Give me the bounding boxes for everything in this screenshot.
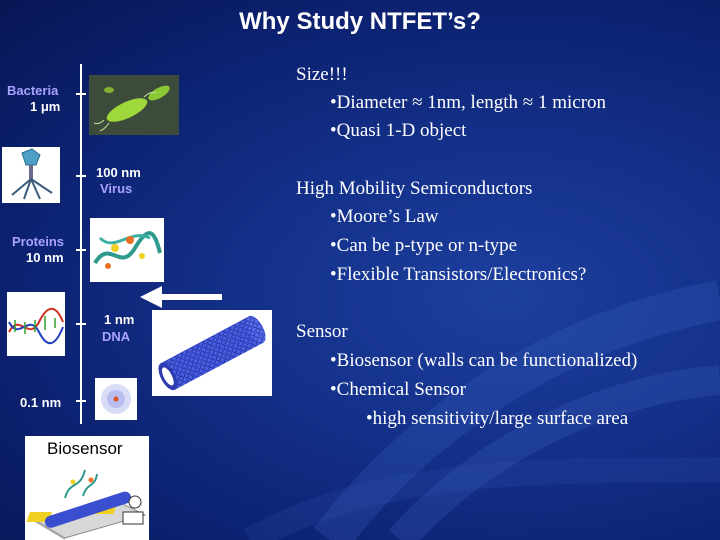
left-arrow-icon [140,286,226,308]
proteins-label: Proteins [12,234,65,249]
dna-size: 1 nm [104,312,135,327]
scale-tick-1nm [76,323,86,325]
biosensor-image [25,436,149,540]
scale-tick-01nm [76,400,86,402]
bacteria-size: 1 μm [30,99,61,114]
nanotube-image [152,310,272,396]
sub-bullet-sensitivity: •high sensitivity/large surface area [366,408,629,429]
slide-title: Why Study NTFET’s? [239,8,481,35]
bullet-p-n-type: •Can be p-type or n-type [330,235,518,256]
protein-image [90,218,164,282]
scale-tick-1um [76,93,86,95]
bullet-diameter: •Diameter ≈ 1nm, length ≈ 1 micron [330,92,607,113]
section-size-heading: Size!!! [296,64,348,85]
dna-label: DNA [102,329,131,344]
bullet-biosensor: •Biosensor (walls can be functionalized) [330,350,638,371]
biosensor-label: Biosensor [47,439,123,458]
virus-label: Virus [100,181,133,196]
bacteria-image [89,75,179,135]
section-mobility-heading: High Mobility Semiconductors [296,178,533,199]
proteins-size: 10 nm [26,250,64,265]
bullet-moores-law: •Moore’s Law [330,206,439,227]
bullet-quasi-1d: •Quasi 1-D object [330,120,467,141]
section-sensor-heading: Sensor [296,321,348,342]
bacteria-label: Bacteria [7,83,59,98]
atom-image [95,378,137,420]
virus-size: 100 nm [96,165,141,180]
bullet-chemical-sensor: •Chemical Sensor [330,379,466,400]
bullet-flexible: •Flexible Transistors/Electronics? [330,264,587,285]
atom-size: 0.1 nm [20,395,62,410]
virus-image [2,147,60,203]
scale-tick-100nm [76,175,86,177]
scale-tick-10nm [76,249,86,251]
dna-image [7,292,65,356]
scale-axis [80,64,82,424]
